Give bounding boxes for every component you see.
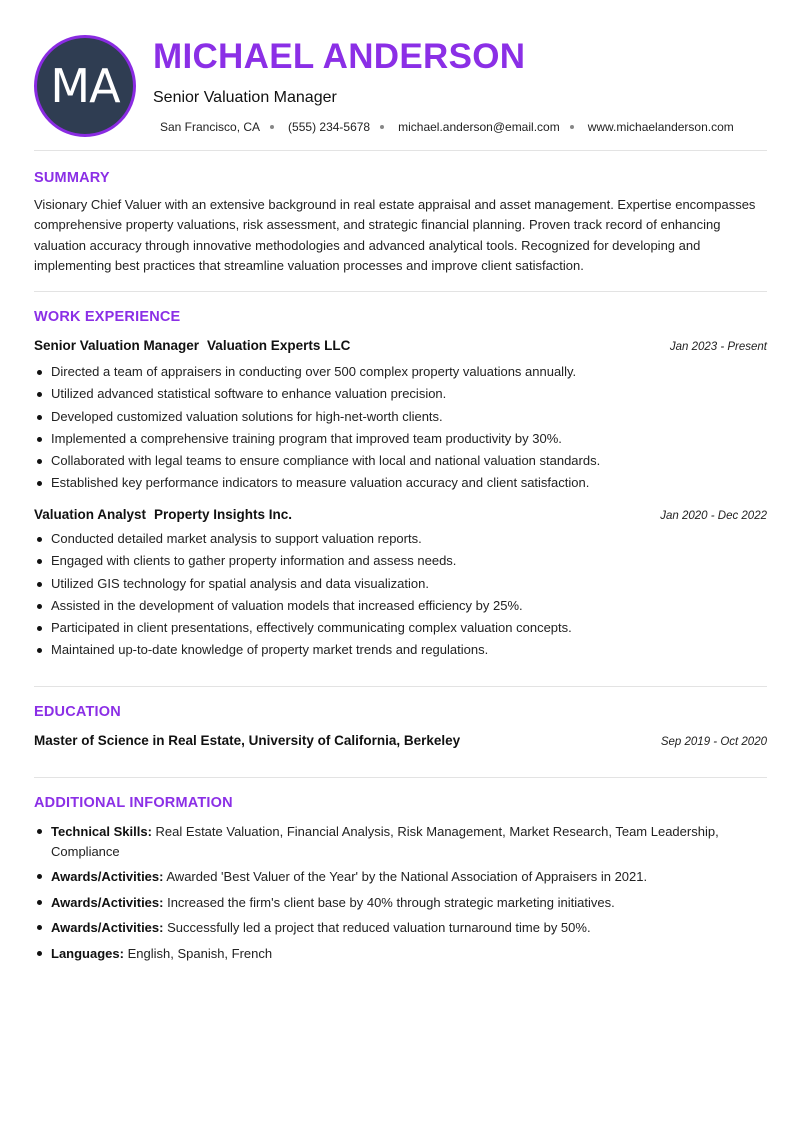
- job-header: [34, 338, 767, 353]
- additional-heading: ADDITIONAL INFORMATION: [34, 795, 233, 811]
- list-item: Assisted in the development of valuation models that increased efficiency by 25%.: [34, 595, 769, 617]
- education-entry: [34, 733, 767, 748]
- list-item: Directed a team of appraisers in conducting over 500 complex property valuations annually.: [34, 361, 769, 383]
- contact-email[interactable]: michael.anderson@email.com: [398, 120, 560, 134]
- info-text: Real Estate Valuation, Financial Analysis, Risk Management, Market Research, Team Leadership, Compliance: [51, 824, 719, 859]
- info-label: Awards/Activities:: [51, 894, 164, 910]
- section-divider: [34, 150, 767, 151]
- info-label: Awards/Activities:: [51, 920, 164, 935]
- contact-row: [160, 120, 734, 134]
- separator-dot: [570, 125, 574, 129]
- education-heading: EDUCATION: [34, 704, 121, 720]
- info-label: Technical Skills:: [51, 824, 152, 839]
- section-divider: [34, 686, 767, 687]
- list-item: Utilized GIS technology for spatial analysis and data visualization.: [34, 573, 769, 595]
- list-item: Established key performance indicators to measure valuation accuracy and client satisfaction.: [34, 472, 769, 494]
- job-company: Valuation Experts LLC: [207, 338, 351, 353]
- list-item: [34, 893, 769, 913]
- list-item: Collaborated with legal teams to ensure compliance with local and national valuation standards.: [34, 450, 769, 472]
- list-item: Maintained up-to-date knowledge of property market trends and regulations.: [34, 639, 769, 661]
- job-bullet-list: [34, 528, 769, 662]
- info-label: Awards/Activities:: [51, 869, 164, 884]
- list-item: Engaged with clients to gather property information and assess needs.: [34, 550, 769, 572]
- job-dates: Jan 2020 - Dec 2022: [660, 510, 767, 522]
- additional-info-list: [34, 822, 769, 969]
- job-role-line: [34, 507, 292, 522]
- contact-website[interactable]: www.michaelanderson.com: [587, 120, 734, 134]
- experience-heading: WORK EXPERIENCE: [34, 309, 181, 325]
- info-text: Successfully led a project that reduced valuation turnaround time by 50%.: [167, 920, 591, 935]
- list-item: Participated in client presentations, effectively communicating complex valuation concepts.: [34, 617, 769, 639]
- list-item: Conducted detailed market analysis to support valuation reports.: [34, 528, 769, 550]
- list-item: Implemented a comprehensive training program that improved team productivity by 30%.: [34, 428, 769, 450]
- info-text: Increased the firm's client base by 40% through strategic marketing initiatives.: [167, 894, 615, 910]
- list-item: Developed customized valuation solutions for high-net-worth clients.: [34, 406, 769, 428]
- section-divider: [34, 291, 767, 292]
- list-item: [34, 918, 769, 938]
- info-text: Awarded 'Best Valuer of the Year' by the National Association of Appraisers in 2021.: [166, 869, 648, 884]
- list-item: Utilized advanced statistical software to enhance valuation precision.: [34, 383, 769, 405]
- job-header: [34, 507, 767, 522]
- job-company: Property Insights Inc.: [154, 507, 293, 522]
- candidate-name: MICHAEL ANDERSON: [153, 37, 526, 76]
- contact-location: San Francisco, CA: [160, 120, 261, 134]
- summary-heading: SUMMARY: [34, 170, 110, 186]
- separator-dot: [270, 125, 274, 129]
- section-divider: [34, 777, 767, 778]
- summary-text: Visionary Chief Valuer with an extensive background in real estate appraisal and asset management. Expertise encompasses comprehensive property valuations, risk assessment, and strategic financial planning. Proven track record of enhancing valuation accuracy through innovative methodologies and advanced analytical tools. Recognized for developing and implementing best practices that streamline valuation processes and improve client satisfaction.: [34, 197, 756, 273]
- list-item: [34, 822, 769, 861]
- list-item: [34, 867, 769, 887]
- job-role: Valuation Analyst: [34, 507, 147, 522]
- job-role-line: [34, 338, 350, 353]
- info-text: English, Spanish, French: [127, 945, 273, 961]
- separator-dot: [380, 125, 384, 129]
- job-role: Senior Valuation Manager: [34, 338, 200, 353]
- contact-phone: (555) 234-5678: [288, 120, 371, 134]
- job-dates: Jan 2023 - Present: [669, 341, 767, 353]
- candidate-title: Senior Valuation Manager: [153, 89, 337, 106]
- avatar-initials: MA: [50, 59, 120, 113]
- education-degree: Master of Science in Real Estate, University of California, Berkeley: [34, 733, 461, 748]
- job-bullet-list: [34, 361, 769, 495]
- avatar: [34, 35, 136, 137]
- list-item: [34, 944, 769, 964]
- info-label: Languages:: [51, 945, 124, 961]
- education-dates: Sep 2019 - Oct 2020: [660, 736, 767, 748]
